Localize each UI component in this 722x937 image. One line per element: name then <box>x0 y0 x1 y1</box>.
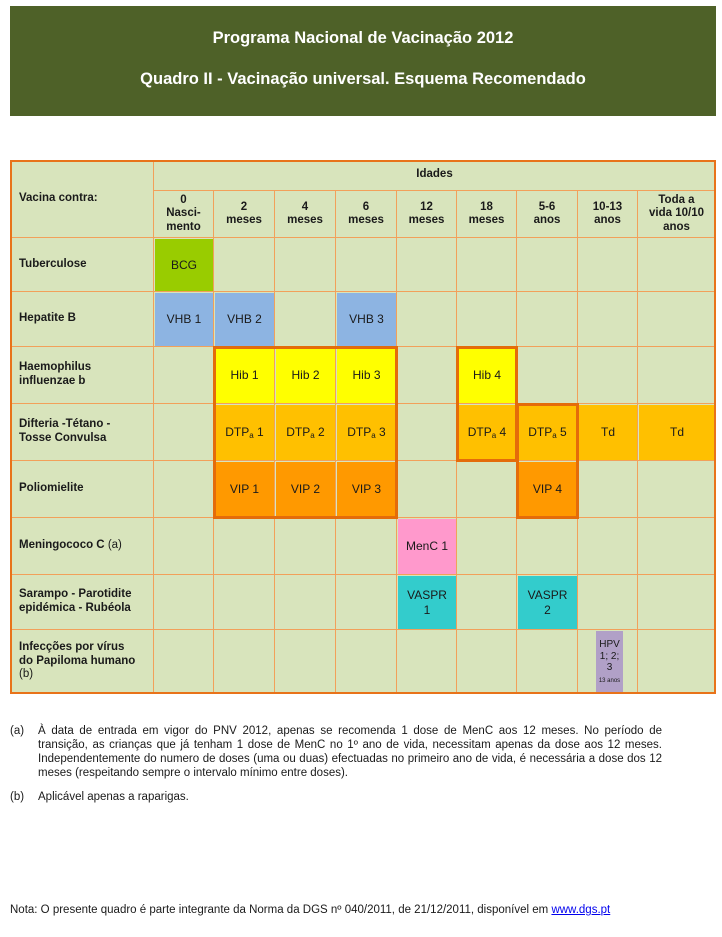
vaccine-row-label <box>10 347 154 404</box>
schedule-cell <box>275 238 336 292</box>
vaccine-dose-label <box>230 368 258 383</box>
age-label-line: meses <box>348 214 384 226</box>
vaccine-dose-label <box>349 312 384 327</box>
vaccine-dose <box>276 405 335 460</box>
dose-name: VIP 3 <box>351 482 382 496</box>
vaccine-name-line: Hepatite B <box>19 312 76 325</box>
page-header <box>10 6 716 116</box>
dose-name: Td <box>669 425 684 439</box>
age-column-label <box>226 201 262 227</box>
vaccine-name-line: Poliomielite <box>19 482 84 495</box>
vaccine-row-label <box>10 238 154 292</box>
age-column-header <box>457 191 517 238</box>
vaccine-dose <box>398 519 456 574</box>
dose-subscript: a <box>491 430 497 440</box>
vaccine-dose-label <box>528 588 568 618</box>
age-column-header <box>336 191 397 238</box>
vaccine-dose <box>458 405 516 460</box>
age-column-header <box>275 191 336 238</box>
schedule-cell <box>578 238 638 292</box>
vaccination-schedule-table <box>10 160 716 694</box>
age-label-line: 6 <box>362 200 370 213</box>
age-label-line: 0 <box>180 194 187 207</box>
vaccine-dose <box>398 576 456 629</box>
age-label-line: meses <box>468 214 505 226</box>
footnote-b <box>10 790 662 804</box>
dose-name: Hib 4 <box>472 368 501 382</box>
schedule-cell <box>517 238 578 292</box>
vaccine-row-name <box>19 361 91 389</box>
age-label-line: anos <box>663 220 690 233</box>
schedule-cell <box>517 292 578 347</box>
age-label-line: 2 <box>240 200 248 213</box>
vaccine-dose <box>215 405 274 460</box>
dgs-link[interactable]: www.dgs.pt <box>551 904 611 916</box>
vaccine-name-line: Infecções por vírus <box>19 640 125 653</box>
age-label-line: mento <box>166 220 201 233</box>
vaccine-row-name <box>19 588 131 616</box>
vaccine-name-line: do Papiloma humano <box>19 654 136 667</box>
vaccine-dose <box>155 293 213 346</box>
vaccine-row-label <box>10 518 154 575</box>
dose-number: 3 <box>375 424 386 439</box>
vaccine-dose <box>337 462 396 517</box>
vaccine-row-label <box>10 404 154 461</box>
schedule-cell <box>154 461 214 518</box>
page-subtitle: Quadro II - Vacinação universal. Esquema Recomendado <box>140 70 586 88</box>
vaccine-dose <box>458 348 516 403</box>
vaccine-dose <box>215 293 274 346</box>
schedule-cell <box>578 292 638 347</box>
vaccine-dose-label <box>171 258 197 273</box>
row-footnote-ref: (a) <box>104 539 122 552</box>
schedule-cell <box>638 518 716 575</box>
vaccine-dose <box>639 405 715 460</box>
dose-label-line: 1 <box>423 602 431 617</box>
schedule-cell <box>154 518 214 575</box>
schedule-cell <box>154 575 214 630</box>
age-label-line: 5-6 <box>538 200 556 213</box>
schedule-cell <box>275 292 336 347</box>
age-column-header <box>154 191 214 238</box>
vaccine-dose-label <box>528 425 566 441</box>
age-label-line: 18 <box>480 200 493 213</box>
footnote-label: (a) <box>10 725 25 737</box>
schedule-cell <box>578 347 638 404</box>
dose-name: VIP 2 <box>290 482 321 496</box>
dose-name: DTP <box>347 424 372 439</box>
vaccine-dose-label <box>291 482 320 497</box>
vaccine-dose <box>596 631 623 693</box>
schedule-cell <box>214 238 275 292</box>
dose-label-line: HPV <box>599 639 620 650</box>
schedule-cell <box>336 575 397 630</box>
dose-name: DTP <box>467 424 492 439</box>
schedule-cell <box>457 461 517 518</box>
age-label-line: 12 <box>420 200 433 213</box>
dose-number: 1 <box>253 424 264 439</box>
schedule-cell <box>578 575 638 630</box>
age-column-label <box>469 201 505 227</box>
vaccine-dose <box>215 348 274 403</box>
schedule-cell <box>397 347 457 404</box>
schedule-cell <box>638 292 716 347</box>
corner-label: Vacina contra: <box>10 160 154 238</box>
vaccine-dose-label <box>225 425 263 441</box>
vaccine-dose-label <box>601 425 615 440</box>
schedule-cell <box>578 518 638 575</box>
schedule-cell <box>397 238 457 292</box>
age-column-header <box>517 191 578 238</box>
dose-subscript: a <box>249 430 254 440</box>
schedule-cell <box>336 518 397 575</box>
vaccine-dose <box>518 576 577 629</box>
age-column-label <box>534 201 561 227</box>
dose-name: DTP <box>286 424 311 439</box>
vaccine-row-name <box>19 539 122 553</box>
vaccine-dose-label <box>468 425 506 441</box>
ages-header: Idades <box>154 160 716 191</box>
schedule-cell <box>214 630 275 694</box>
age-column-label <box>593 201 622 227</box>
schedule-cell <box>214 518 275 575</box>
age-label-line: 10-13 <box>592 200 623 213</box>
dose-subscript: a <box>552 430 557 440</box>
age-label-line: meses <box>287 214 323 226</box>
vaccine-dose-label <box>352 482 381 497</box>
schedule-cell <box>457 292 517 347</box>
schedule-cell <box>517 630 578 694</box>
vaccine-dose <box>518 462 577 517</box>
age-column-label <box>649 194 704 234</box>
schedule-cell <box>275 575 336 630</box>
vaccine-dose-label <box>230 482 259 497</box>
vaccine-dose-label <box>406 539 448 554</box>
vaccine-name-line: Meningococo C <box>19 539 105 552</box>
age-label-line: 4 <box>301 200 309 213</box>
schedule-cell <box>275 518 336 575</box>
dose-name: Td <box>600 425 615 439</box>
footer-text: Nota: O presente quadro é parte integrante da Norma da DGS nº 040/2011, de 21/12/2011, disponível em <box>10 904 552 916</box>
dose-name: DTP <box>225 424 250 439</box>
vaccine-dose <box>276 462 335 517</box>
age-column-label <box>287 201 323 227</box>
vaccine-row-label <box>10 461 154 518</box>
schedule-cell <box>517 518 578 575</box>
schedule-cell <box>638 238 716 292</box>
schedule-cell <box>517 347 578 404</box>
dose-subscript: a <box>371 430 376 440</box>
vaccine-name-line: Sarampo - Parotidite <box>19 588 132 601</box>
vaccine-dose <box>337 405 396 460</box>
schedule-cell <box>154 404 214 461</box>
vaccine-row-name <box>19 482 84 496</box>
dose-label-line: 2 <box>544 602 551 617</box>
page-title: Programa Nacional de Vacinação 2012 <box>212 29 514 47</box>
schedule-cell <box>638 575 716 630</box>
age-column-label <box>409 201 445 227</box>
age-label-line: meses <box>226 214 262 226</box>
vaccine-dose-label <box>286 425 324 441</box>
dose-name: Hib 1 <box>230 368 259 382</box>
schedule-cell <box>336 238 397 292</box>
dose-name: MenC 1 <box>405 539 449 553</box>
age-column-label <box>348 201 384 227</box>
dose-label-line: 1; 2; 3 <box>599 650 620 673</box>
vaccine-dose-label <box>347 425 385 441</box>
dose-name: Hib 3 <box>352 368 381 382</box>
footer-note <box>10 904 610 916</box>
dose-name: VHB 3 <box>349 312 384 326</box>
age-column-header <box>214 191 275 238</box>
vaccine-dose <box>337 293 396 346</box>
footnote-text: À data de entrada em vigor do PNV 2012, apenas se recomenda 1 dose de MenC aos 12 meses. No período de transição, as crianças que já tenham 1 dose de MenC no 1º ano de vida, necessitam apenas da dose aos 12 meses. Independentemente do numero de doses (uma ou duas) efectuadas no primeiro ano de vida, é necessária a dose dos 12 meses (respeitando sempre o intervalo mínimo entre doses). <box>38 725 662 779</box>
age-label-line: anos <box>594 214 621 226</box>
schedule-cell <box>638 630 716 694</box>
age-label-line: Toda a <box>658 194 695 207</box>
vaccine-name-line: Tosse Convulsa <box>19 432 107 444</box>
schedule-cell <box>397 630 457 694</box>
dose-number: 4 <box>496 424 507 439</box>
vaccine-row-name <box>19 258 87 272</box>
vaccine-dose <box>518 405 577 460</box>
vaccine-dose-label <box>407 588 447 618</box>
age-column-header <box>578 191 638 238</box>
vaccine-dose <box>337 348 396 403</box>
vaccine-row-name <box>19 418 110 446</box>
vaccine-name-line: Tuberculose <box>19 257 87 270</box>
dose-name: DTP <box>528 424 553 439</box>
dose-name: VHB 1 <box>166 312 202 326</box>
vaccine-dose-label <box>291 368 319 383</box>
footnotes <box>10 724 662 814</box>
vaccine-dose-label <box>473 368 501 383</box>
dose-number: 2 <box>314 424 325 439</box>
dose-number: 5 <box>556 424 567 439</box>
vaccine-name-line: influenzae b <box>19 375 86 387</box>
row-footnote-ref: (b) <box>19 668 34 681</box>
vaccine-dose-label <box>670 425 684 440</box>
vaccine-dose-label <box>596 639 623 685</box>
dose-name: VIP 4 <box>532 482 563 496</box>
vaccine-row-name <box>19 641 135 682</box>
footnote-label: (b) <box>10 791 25 803</box>
schedule-cell <box>457 518 517 575</box>
age-label-line: anos <box>533 214 561 226</box>
schedule-cell <box>457 575 517 630</box>
schedule-cell <box>397 404 457 461</box>
schedule-cell <box>214 575 275 630</box>
schedule-cell <box>638 347 716 404</box>
vaccine-row-label <box>10 630 154 694</box>
vaccine-name-line: epidémica - Rubéola <box>19 602 131 614</box>
vaccine-dose <box>579 405 637 460</box>
vaccine-dose <box>215 462 274 517</box>
footnote-text: Aplicável apenas a raparigas. <box>38 791 189 803</box>
vaccine-dose <box>276 348 335 403</box>
age-label-line: vida 10/10 <box>649 207 704 220</box>
vaccine-name-line: Haemophilus <box>19 361 92 374</box>
dose-subscript: a <box>310 430 315 440</box>
dose-name: Hib 2 <box>291 368 320 382</box>
schedule-cell <box>154 347 214 404</box>
vaccine-dose-label <box>533 482 562 497</box>
schedule-cell <box>397 461 457 518</box>
schedule-cell <box>154 630 214 694</box>
dose-label-line: VASPR <box>527 587 568 602</box>
dose-name: VHB 2 <box>227 312 262 326</box>
dose-name: VIP 1 <box>229 482 260 496</box>
schedule-cell <box>457 630 517 694</box>
vaccine-row-label <box>10 575 154 630</box>
vaccine-dose <box>155 239 213 291</box>
dose-label-line: VASPR <box>407 587 447 602</box>
vaccine-dose-label <box>227 312 262 327</box>
age-label-line: meses <box>408 214 445 226</box>
age-column-label <box>166 194 201 234</box>
vaccine-dose-label <box>352 368 380 383</box>
age-column-header <box>397 191 457 238</box>
vaccine-row-name <box>19 312 76 326</box>
footnote-a <box>10 724 662 780</box>
vaccine-row-label <box>10 292 154 347</box>
dose-age-note: 13 anos <box>598 677 621 684</box>
vaccine-name-line: Difteria -Tétano - <box>19 418 111 431</box>
schedule-cell <box>336 630 397 694</box>
age-label-line: Nasci- <box>166 207 201 220</box>
schedule-cell <box>578 461 638 518</box>
schedule-cell <box>638 461 716 518</box>
schedule-cell <box>275 630 336 694</box>
age-column-header <box>638 191 716 238</box>
vaccine-dose-label <box>167 312 202 327</box>
schedule-cell <box>397 292 457 347</box>
dose-name: BCG <box>170 257 197 272</box>
schedule-cell <box>457 238 517 292</box>
